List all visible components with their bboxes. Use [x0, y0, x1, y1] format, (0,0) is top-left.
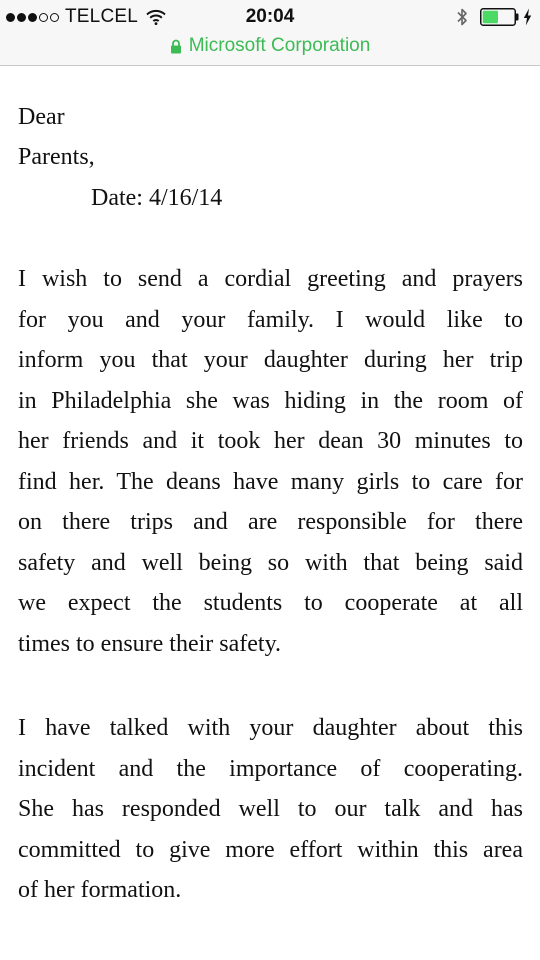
salutation-line: Parents, [18, 144, 95, 170]
bluetooth-icon [456, 7, 468, 27]
paragraph-line: safety and well being so with that being said [18, 550, 523, 576]
paragraph-line: I have talked with your daughter about this [18, 715, 523, 741]
salutation-line: Dear [18, 104, 65, 130]
letter-document [0, 66, 540, 960]
paragraph-line: find her. The deans have many girls to care for [18, 469, 523, 495]
paragraph-line: for you and your family. I would like to [18, 307, 523, 333]
paragraph-line: committed to give more effort within this area [18, 837, 523, 863]
lock-icon [170, 39, 182, 54]
url-site-name[interactable]: Microsoft Corporation [188, 35, 371, 56]
paragraph-line: of her formation. [18, 877, 182, 903]
battery-icon [480, 8, 520, 26]
paragraph-line: we expect the students to cooperate at all [18, 590, 523, 616]
url-bar[interactable] [0, 34, 540, 58]
status-right-group [456, 5, 532, 29]
letter-date: Date: 4/16/14 [91, 185, 223, 211]
paragraph-line: I wish to send a cordial greeting and prayers [18, 266, 523, 292]
paragraph-line: inform you that your daughter during her trip [18, 347, 523, 373]
paragraph-line: times to ensure their safety. [18, 631, 282, 657]
clock: 20:04 [245, 6, 295, 27]
carrier-name: TELCEL [65, 6, 139, 27]
charging-bolt-icon [523, 8, 532, 26]
paragraph-line: She has responded well to our talk and has [18, 796, 523, 822]
paragraph-line: in Philadelphia she was hiding in the room of [18, 388, 523, 414]
paragraph-line: on there trips and are responsible for there [18, 509, 523, 535]
paragraph-line: incident and the importance of cooperating. [18, 756, 523, 782]
status-bar [0, 0, 540, 66]
paragraph-line: her friends and it took her dean 30 minutes to [18, 428, 523, 454]
